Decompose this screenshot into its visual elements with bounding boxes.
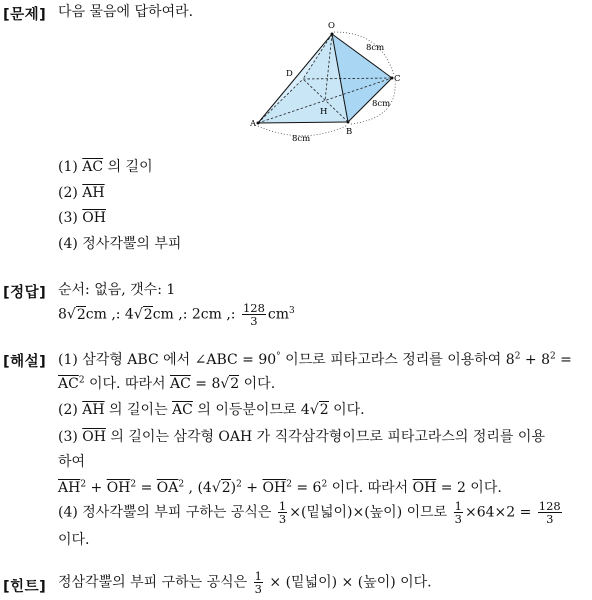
length-label-ab: 8cm bbox=[292, 134, 311, 144]
solution-line-4: (3) $\overline{OH}$ 의 길이는 삼각형 OAH 가 직각삼각형이므로 피타고라스의 정리를 이용 bbox=[58, 429, 545, 445]
solution-line-2: $\overline{AC}^2$ 이다. 따라서 $\overline{AC} = 8√2$ 이다. bbox=[58, 375, 276, 392]
label-a: A bbox=[250, 119, 257, 129]
answer-line-2: 8√2cm ,: 4√2cm ,: 2cm ,: $\frac{128}{3}$ $cm^3$ bbox=[58, 301, 295, 328]
solution-tag: [해설] bbox=[3, 354, 47, 370]
question-1: (1) $\overline{AC}$ 의 길이 bbox=[58, 159, 153, 175]
answer-line-1: 순서: 없음, 갯수: 1 bbox=[58, 282, 176, 298]
vertex-dot-a bbox=[257, 122, 260, 125]
label-b: B bbox=[346, 127, 353, 137]
solution-line-3: (2) $\overline{AH}$ 의 길이는 $\overline{AC}$ 의 이등분이므로 4√2 이다. bbox=[58, 402, 365, 418]
solution-line-8: 이다. bbox=[58, 532, 90, 548]
hint-tag: [힌트] bbox=[3, 579, 47, 595]
problem-prompt: 다음 물음에 답하여라. bbox=[58, 4, 194, 20]
hint-line: 정삼각뿔의 부피 구하는 공식은 $\frac{1}{3}$ × (밑넓이) × (높이) 이다. bbox=[58, 569, 432, 596]
answer-fraction: $\frac{128}{3}$ bbox=[242, 301, 265, 328]
problem-tag: [문제] bbox=[3, 7, 47, 23]
solution-line-6: $\overline{AH}^2 + \overline{OH}^2 = \overline{OA}^2$ , $(4√2)^2 + \overline{OH}^2 = 6^2$ 이다. 따라서 $\overline{OH} = 2$ 이다. bbox=[58, 479, 502, 496]
question-3: (3) $\overline{OH}$ bbox=[58, 210, 106, 226]
length-label-bc: 8cm bbox=[372, 99, 391, 109]
question-4: (4) 정사각뿔의 부피 bbox=[58, 236, 182, 252]
label-c: C bbox=[394, 74, 401, 84]
vertex-dot-b bbox=[347, 121, 350, 124]
length-label-oc: 8cm bbox=[366, 43, 385, 53]
label-o: O bbox=[328, 21, 335, 31]
solution-line-5: 하여 bbox=[58, 454, 86, 470]
question-2: (2) $\overline{AH}$ bbox=[58, 185, 105, 201]
label-d: D bbox=[286, 69, 293, 79]
label-h: H bbox=[320, 107, 328, 117]
solution-line-7: (4) 정사각뿔의 부피 구하는 공식은 $\frac{1}{3}$ ×(밑넓이)×(높이) 이므로 $\frac{1}{3}$ ×64×2 = $\frac{128}{3}$ bbox=[58, 499, 561, 526]
vertex-dot-o bbox=[331, 33, 334, 36]
pyramid-figure bbox=[248, 18, 408, 146]
solution-line-1: (1) 삼각형 ABC 에서 ∠ABC = 90° 이므로 피타고라스 정리를 이용하여 $8^2 + 8^2$ = bbox=[58, 351, 572, 368]
answer-tag: [정답] bbox=[3, 285, 47, 301]
